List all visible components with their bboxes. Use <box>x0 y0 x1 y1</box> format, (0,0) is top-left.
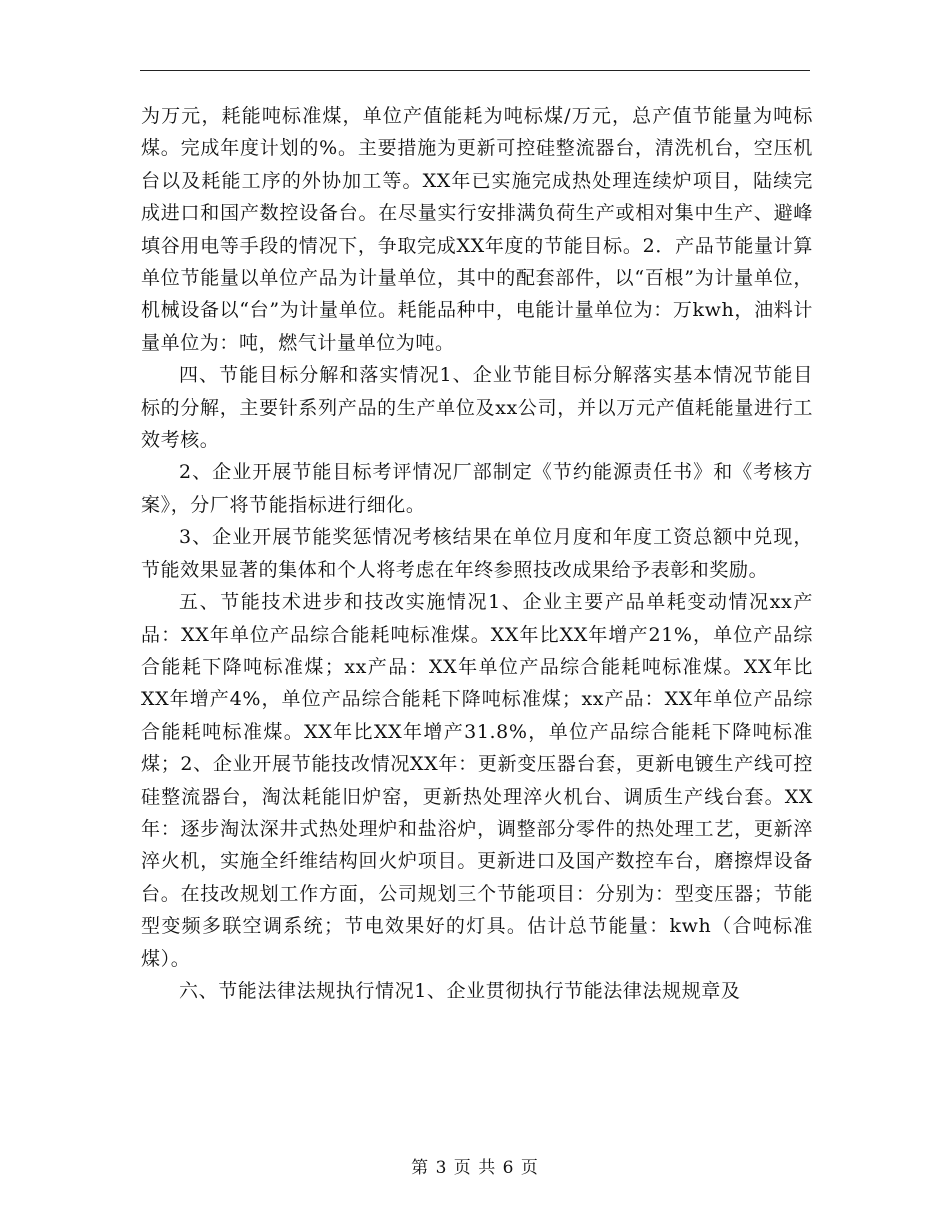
paragraph: 2、企业开展节能目标考评情况厂部制定《节约能源责任书》和《考核方案》，分厂将节能指标进行细化。 <box>141 461 813 516</box>
header-rule <box>140 70 810 71</box>
paragraph: 五、节能技术进步和技改实施情况1、企业主要产品单耗变动情况xx产品：XX年单位产品综合能耗吨标准煤。XX年比XX年增产21%，单位产品综合能耗下降吨标准煤；xx产品：XX年单位产品综合能耗吨标准煤。XX年比XX年增产4%，单位产品综合能耗下降吨标准煤；xx产品：XX年单位产品综合能耗吨标准煤。XX年比XX年增产31.8%，单位产品综合能耗下降吨标准煤；2、企业开展节能技改情况XX年：更新变压器台套，更新电镀生产线可控硅整流器台，淘汰耗能旧炉窑，更新热处理淬火机台、调质生产线台套。XX年：逐步淘汰深井式热处理炉和盐浴炉，调整部分零件的热处理工艺，更新淬淬火机，实施全纤维结构回火炉项目。更新进口及国产数控车台，磨擦焊设备台。在技改规划工作方面，公司规划三个节能项目：分别为：型变压器；节能型变频多联空调系统；节电效果好的灯具。估计总节能量：kwh（合吨标准煤）。 <box>141 591 813 970</box>
paragraph: 3、企业开展节能奖惩情况考核结果在单位月度和年度工资总额中兑现，节能效果显著的集体和个人将考虑在年终参照技改成果给予表彰和奖励。 <box>141 526 813 581</box>
paragraph: 六、节能法律法规执行情况1、企业贯彻执行节能法律法规规章及 <box>179 979 741 1002</box>
paragraph: 四、节能目标分解和落实情况1、企业节能目标分解落实基本情况节能目标的分解，主要针系列产品的生产单位及xx公司，并以万元产值耗能量进行工效考核。 <box>141 364 813 452</box>
page-number-footer: 第 3 页 共 6 页 <box>411 1158 539 1178</box>
document-body <box>141 100 813 1007</box>
paragraph: 为万元，耗能吨标准煤，单位产值能耗为吨标煤/万元，总产值节能量为吨标煤。完成年度计划的%。主要措施为更新可控硅整流器台，清洗机台，空压机台以及耗能工序的外协加工等。XX年已实施完成热处理连续炉项目，陆续完成进口和国产数控设备台。在尽量实行安排满负荷生产或相对集中生产、避峰填谷用电等手段的情况下，争取完成XX年度的节能目标。2．产品节能量计算单位节能量以单位产品为计量单位，其中的配套部件，以“百根”为计量单位，机械设备以“台”为计量单位。耗能品种中，电能计量单位为：万kwh，油料计量单位为：吨，燃气计量单位为吨。 <box>141 105 813 354</box>
